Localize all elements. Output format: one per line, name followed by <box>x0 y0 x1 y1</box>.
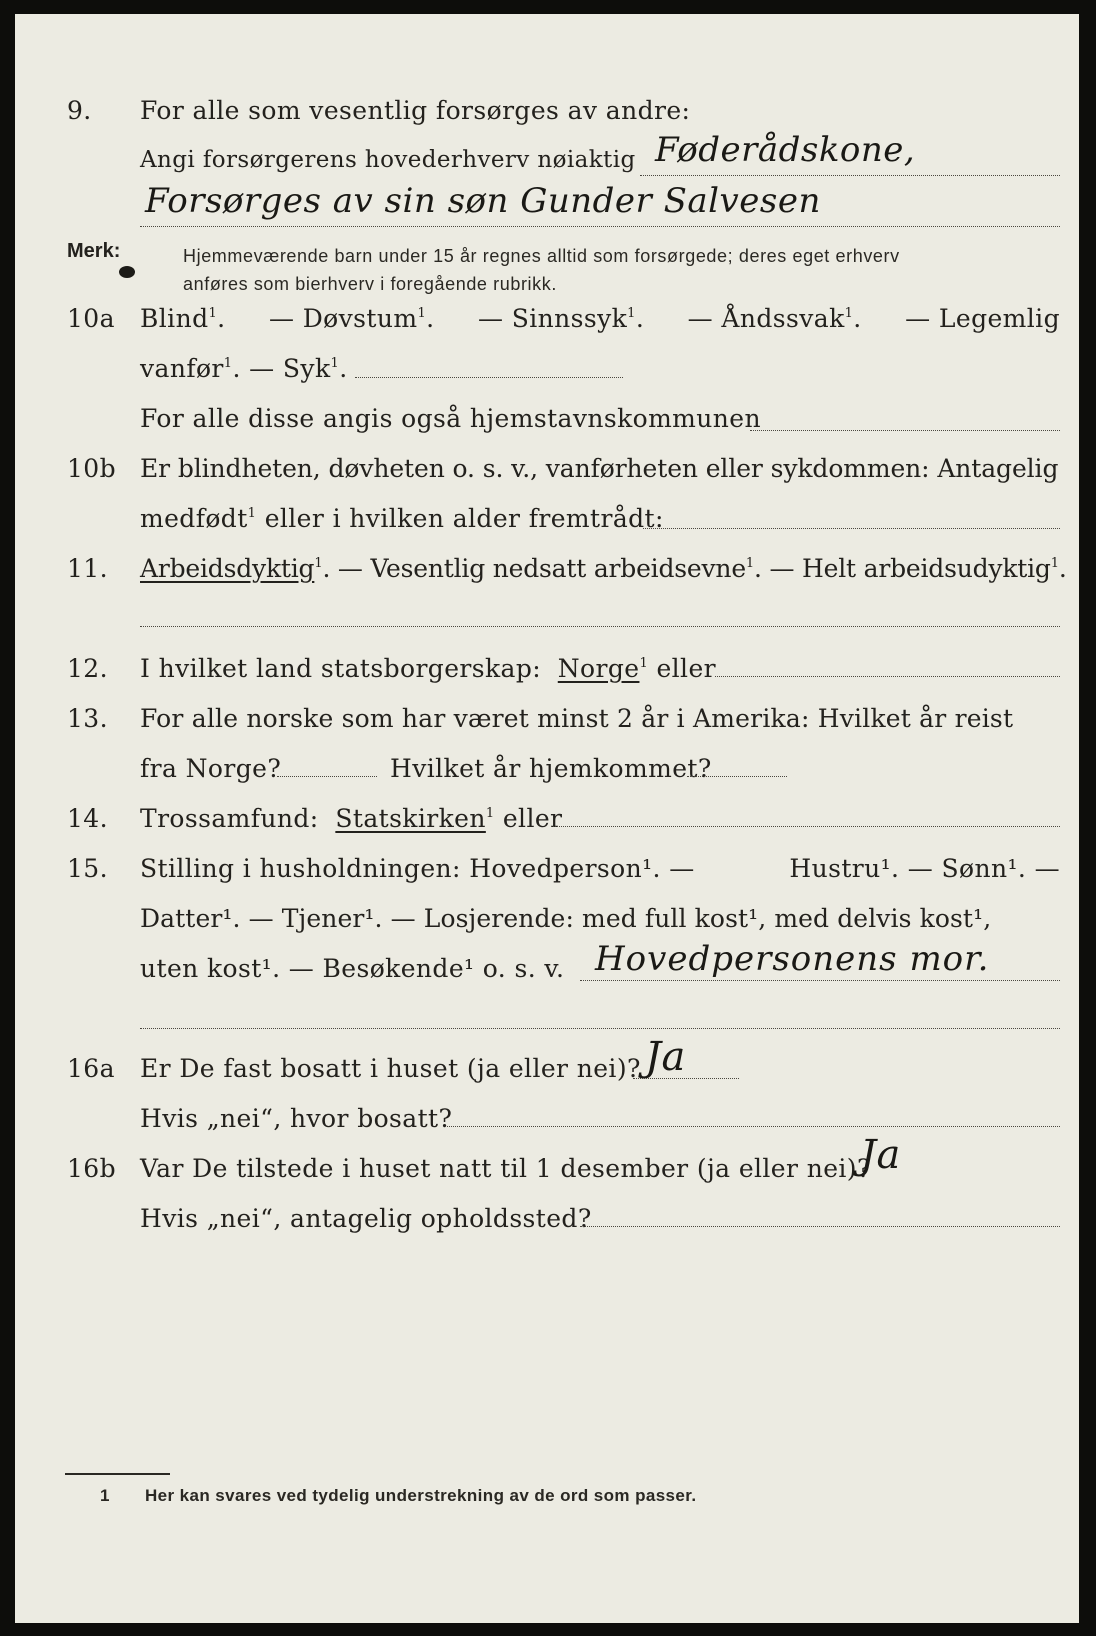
q11-option-udyktig[interactable]: . — Helt arbeidsudyktig <box>754 554 1051 583</box>
ink-blot-icon <box>119 266 135 278</box>
q9-answer-2[interactable]: Forsørges av sin søn Gunder Salvesen <box>145 181 821 221</box>
q10b-number: 10b <box>67 454 117 483</box>
merk-text <box>183 242 900 298</box>
q16a-number: 16a <box>67 1054 115 1083</box>
q16a-hvor-label: Hvis „nei“, hvor bosatt? <box>140 1104 453 1133</box>
q10a-option-sinnssyk[interactable]: — Sinnssyk$^1$. <box>477 304 645 333</box>
q15-number: 15. <box>67 854 108 883</box>
q10a-option-andssvak[interactable]: — Åndssvak$^1$. <box>687 304 862 333</box>
merk-line1: Hjemmeværende barn under 15 år regnes alltid som forsørgede; deres eget erhverv <box>183 246 900 266</box>
q16b-opholdssted-line <box>580 1226 1060 1227</box>
q9-answer-line-1 <box>640 175 1060 176</box>
merk-label: Merk: <box>67 240 121 262</box>
q12-option-norge[interactable]: Norge <box>557 654 640 683</box>
footnote-rule <box>65 1473 170 1475</box>
q15-line2-text: Datter¹. — Tjener¹. — Losjerende: med full kost¹, med delvis kost¹, <box>140 904 992 933</box>
q10a-syk-line <box>355 377 623 378</box>
census-form-page <box>15 14 1079 1623</box>
q15-line1-text <box>140 854 1060 884</box>
q10a-hjemstavn-label: For alle disse angis også hjemstavnskommunen <box>140 404 761 433</box>
q10a-options <box>140 304 1060 334</box>
q9-number: 9. <box>67 96 92 125</box>
q13-reist-label: fra Norge? <box>140 754 282 783</box>
q15-hovedperson[interactable]: Stilling i husholdningen: Hovedperson¹. — <box>140 854 695 883</box>
q16a-answer[interactable]: Ja <box>645 1034 686 1080</box>
q12-number: 12. <box>67 654 108 683</box>
q13-hjemkommet-line <box>687 776 787 777</box>
q13-reist-line <box>277 776 377 777</box>
q13-number: 13. <box>67 704 108 733</box>
q14-number: 14. <box>67 804 108 833</box>
q14-option-statskirken[interactable]: Statskirken <box>335 804 486 833</box>
q9-answer-line-2 <box>140 226 1060 227</box>
q16b-number: 16b <box>67 1154 117 1183</box>
q10b-medfodt[interactable]: medfødt$^1$ eller i hvilken alder fremtrådt: <box>140 504 664 533</box>
merk-line2: anføres som bierhverv i foregående rubrikk. <box>183 274 557 294</box>
q10a-vanfor-syk[interactable]: vanfør$^1$. — Syk$^1$. <box>140 354 348 383</box>
q12-answer-line <box>715 676 1060 677</box>
q9-text: For alle som vesentlig forsørges av andre: <box>140 96 691 125</box>
q10a-option-legemlig[interactable]: — Legemlig <box>905 304 1060 333</box>
q10a-hjemstavn-line <box>750 430 1060 431</box>
q10b-answer-line <box>643 528 1060 529</box>
q14-answer-line <box>551 826 1060 827</box>
q10a-number: 10a <box>67 304 115 333</box>
q10b-text: Er blindheten, døvheten o. s. v., vanførheten eller sykdommen: Antagelig <box>140 454 1059 483</box>
q15-answer-line-2 <box>140 1028 1060 1029</box>
q16a-answer-line <box>633 1078 739 1079</box>
q13-hjemkommet-label: Hvilket år hjemkommet? <box>390 754 712 783</box>
q16a-text: Er De fast bosatt i huset (ja eller nei)? <box>140 1054 641 1083</box>
q11-answer-line <box>140 626 1060 627</box>
q15-answer[interactable]: Hovedpersonens mor. <box>595 939 990 979</box>
q10a-option-dovstum[interactable]: — Døvstum$^1$. <box>268 304 435 333</box>
q12-text: I hvilket land statsborgerskap: Norge$^1$ eller <box>140 654 717 683</box>
footnote-number: 1 <box>100 1486 110 1505</box>
q16b-text: Var De tilstede i huset natt til 1 desember (ja eller nei)? <box>140 1154 871 1183</box>
q11-option-arbeidsdyktig[interactable]: Arbeidsdyktig <box>140 554 315 583</box>
footnote-text: Her kan svares ved tydelig understrekning av de ord som passer. <box>145 1486 697 1505</box>
q11-number: 11. <box>67 554 108 583</box>
q16a-hvor-line <box>447 1126 1060 1127</box>
q15-line3-text: uten kost¹. — Besøkende¹ o. s. v. <box>140 954 565 983</box>
q9-occupation-label: Angi forsørgerens hovederhverv nøiaktig <box>140 147 636 173</box>
q11-options: Arbeidsdyktig$^1$. — Vesentlig nedsatt arbeidsevne$^1$. — Helt arbeidsudyktig$^1$. <box>140 554 1067 583</box>
q16b-opholdssted-label: Hvis „nei“, antagelig opholdssted? <box>140 1204 592 1233</box>
q11-option-nedsatt[interactable]: . — Vesentlig nedsatt arbeidsevne <box>322 554 746 583</box>
q14-text: Trossamfund: Statskirken$^1$ eller <box>140 804 563 833</box>
q13-text: For alle norske som har været minst 2 år i Amerika: Hvilket år reist <box>140 704 1014 733</box>
q15-hustru-sonn[interactable]: Hustru¹. — Sønn¹. — <box>789 854 1060 883</box>
q15-answer-line-1 <box>580 980 1060 981</box>
q9-answer-1[interactable]: Føderådskone, <box>655 130 916 170</box>
q16b-answer[interactable]: Ja <box>860 1132 901 1178</box>
q10a-option-blind[interactable]: Blind$^1$. <box>140 304 226 333</box>
